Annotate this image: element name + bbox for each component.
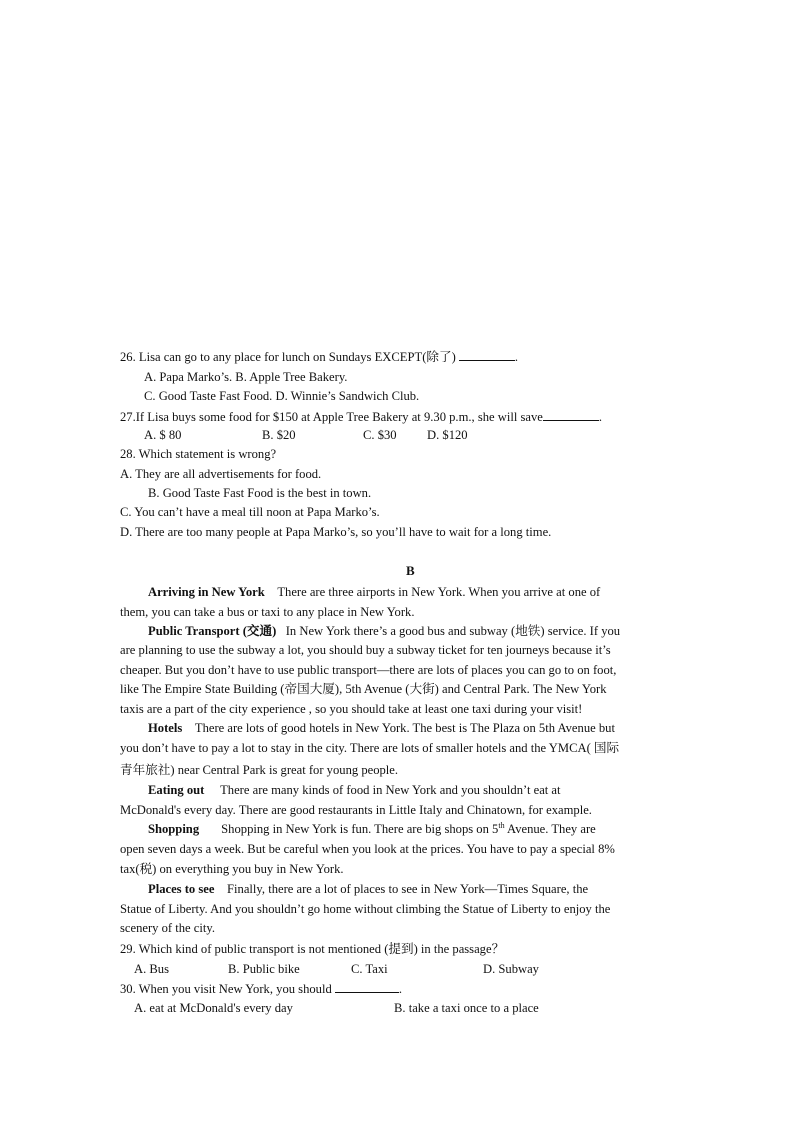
- paragraph-heading: Hotels: [148, 721, 183, 735]
- question-30-text: 30. When you visit New York, you should: [120, 982, 335, 996]
- paragraph-eating-out: [148, 782, 674, 798]
- paragraph-heading: Arriving in New York: [148, 585, 265, 599]
- option-b: B. take a taxi once to a place: [394, 1001, 539, 1015]
- question-27-stem: [120, 408, 602, 425]
- paragraph-public-transport: [148, 623, 674, 639]
- option-b: B. Good Taste Fast Food is the best in town.: [148, 486, 372, 500]
- answer-blank: [335, 980, 399, 993]
- paragraph-text: Finally, there are a lot of places to see in New York—Times Square, the: [227, 882, 589, 896]
- question-26-options-1: A. Papa Marko’s. B. Apple Tree Bakery.: [144, 370, 348, 384]
- paragraph-line: cheaper. But you don’t have to use public transport—there are lots of places you can go to on foot,: [120, 663, 617, 677]
- paragraph-text: There are three airports in New York. When you arrive at one of: [277, 585, 601, 599]
- paragraph-line: tax(税) on everything you buy in New York.: [120, 862, 344, 876]
- paragraph-heading: Eating out: [148, 783, 205, 797]
- question-27-end: .: [598, 410, 603, 424]
- option-a: A. eat at McDonald's every day: [134, 1001, 293, 1015]
- paragraph-line: taxis are a part of the city experience , so you should take at least one taxi during your visit!: [120, 702, 583, 716]
- option-a: A. Bus: [134, 962, 169, 976]
- paragraph-text: Avenue. They are: [504, 822, 596, 836]
- question-26-stem: [120, 348, 518, 365]
- answer-blank: [543, 408, 599, 421]
- option-b: B. Public bike: [228, 962, 300, 976]
- question-26-options-2: C. Good Taste Fast Food. D. Winnie’s Sandwich Club.: [144, 389, 420, 403]
- paragraph-line: 青年旅社) near Central Park is great for young people.: [120, 763, 399, 777]
- option-b: B. $20: [262, 428, 296, 442]
- paragraph-shopping: [148, 821, 674, 837]
- paragraph-text: There are lots of good hotels in New York. The best is The Plaza on 5th Avenue but: [194, 721, 615, 735]
- paragraph-line: open seven days a week. But be careful when you look at the prices. You have to pay a special 8%: [120, 842, 615, 856]
- paragraph-line: are planning to use the subway a lot, you should buy a subway ticket for ten journeys because it’s: [120, 643, 611, 657]
- option-c: C. You can’t have a meal till noon at Papa Marko’s.: [120, 505, 380, 519]
- option-a: A. They are all advertisements for food.: [120, 467, 322, 481]
- paragraph-places-to-see: [148, 881, 674, 897]
- superscript: th: [498, 820, 505, 830]
- paragraph-heading: Places to see: [148, 882, 215, 896]
- paragraph-line: like The Empire State Building (帝国大厦), 5th Avenue (大街) and Central Park. The New York: [120, 682, 607, 696]
- paragraph-text: There are many kinds of food in New York and you shouldn’t eat at: [220, 783, 561, 797]
- section-heading: B: [406, 563, 415, 578]
- option-d: D. $120: [427, 428, 468, 442]
- question-26-end: .: [514, 350, 519, 364]
- paragraph-line: Statue of Liberty. And you shouldn’t go home without climbing the Statue of Liberty to enjoy the: [120, 902, 611, 916]
- option-c: C. Taxi: [351, 962, 388, 976]
- question-27-text: 27.If Lisa buys some food for $150 at Apple Tree Bakery at 9.30 p.m., she will save: [120, 410, 543, 424]
- paragraph-heading: Public Transport (交通): [148, 624, 277, 638]
- option-d: D. There are too many people at Papa Marko’s, so you’ll have to wait for a long time.: [120, 525, 552, 539]
- question-28-stem: 28. Which statement is wrong?: [120, 447, 277, 461]
- paragraph-heading: Shopping: [148, 822, 200, 836]
- paragraph-line: them, you can take a bus or taxi to any place in New York.: [120, 605, 415, 619]
- question-30-end: .: [398, 982, 403, 996]
- question-29-stem: 29. Which kind of public transport is not mentioned (提到) in the passage？: [120, 942, 505, 956]
- option-c: C. $30: [363, 428, 397, 442]
- answer-blank: [459, 348, 515, 361]
- question-30-stem: [120, 980, 402, 997]
- option-d: D. Subway: [483, 962, 539, 976]
- paragraph-text: In New York there’s a good bus and subway (地铁) service. If you: [285, 624, 621, 638]
- option-a: A. $ 80: [144, 428, 182, 442]
- paragraph-line: McDonald's every day. There are good restaurants in Little Italy and Chinatown, for example.: [120, 803, 592, 817]
- paragraph-text: Shopping in New York is fun. There are big shops on 5: [221, 822, 499, 836]
- paragraph-arriving: [148, 584, 674, 600]
- paragraph-hotels: [148, 720, 674, 736]
- paragraph-line: scenery of the city.: [120, 921, 215, 935]
- paragraph-line: you don’t have to pay a lot to stay in the city. There are lots of smaller hotels and the YMCA( 国际: [120, 741, 620, 755]
- question-26-text: 26. Lisa can go to any place for lunch on Sundays EXCEPT(除了): [120, 350, 459, 364]
